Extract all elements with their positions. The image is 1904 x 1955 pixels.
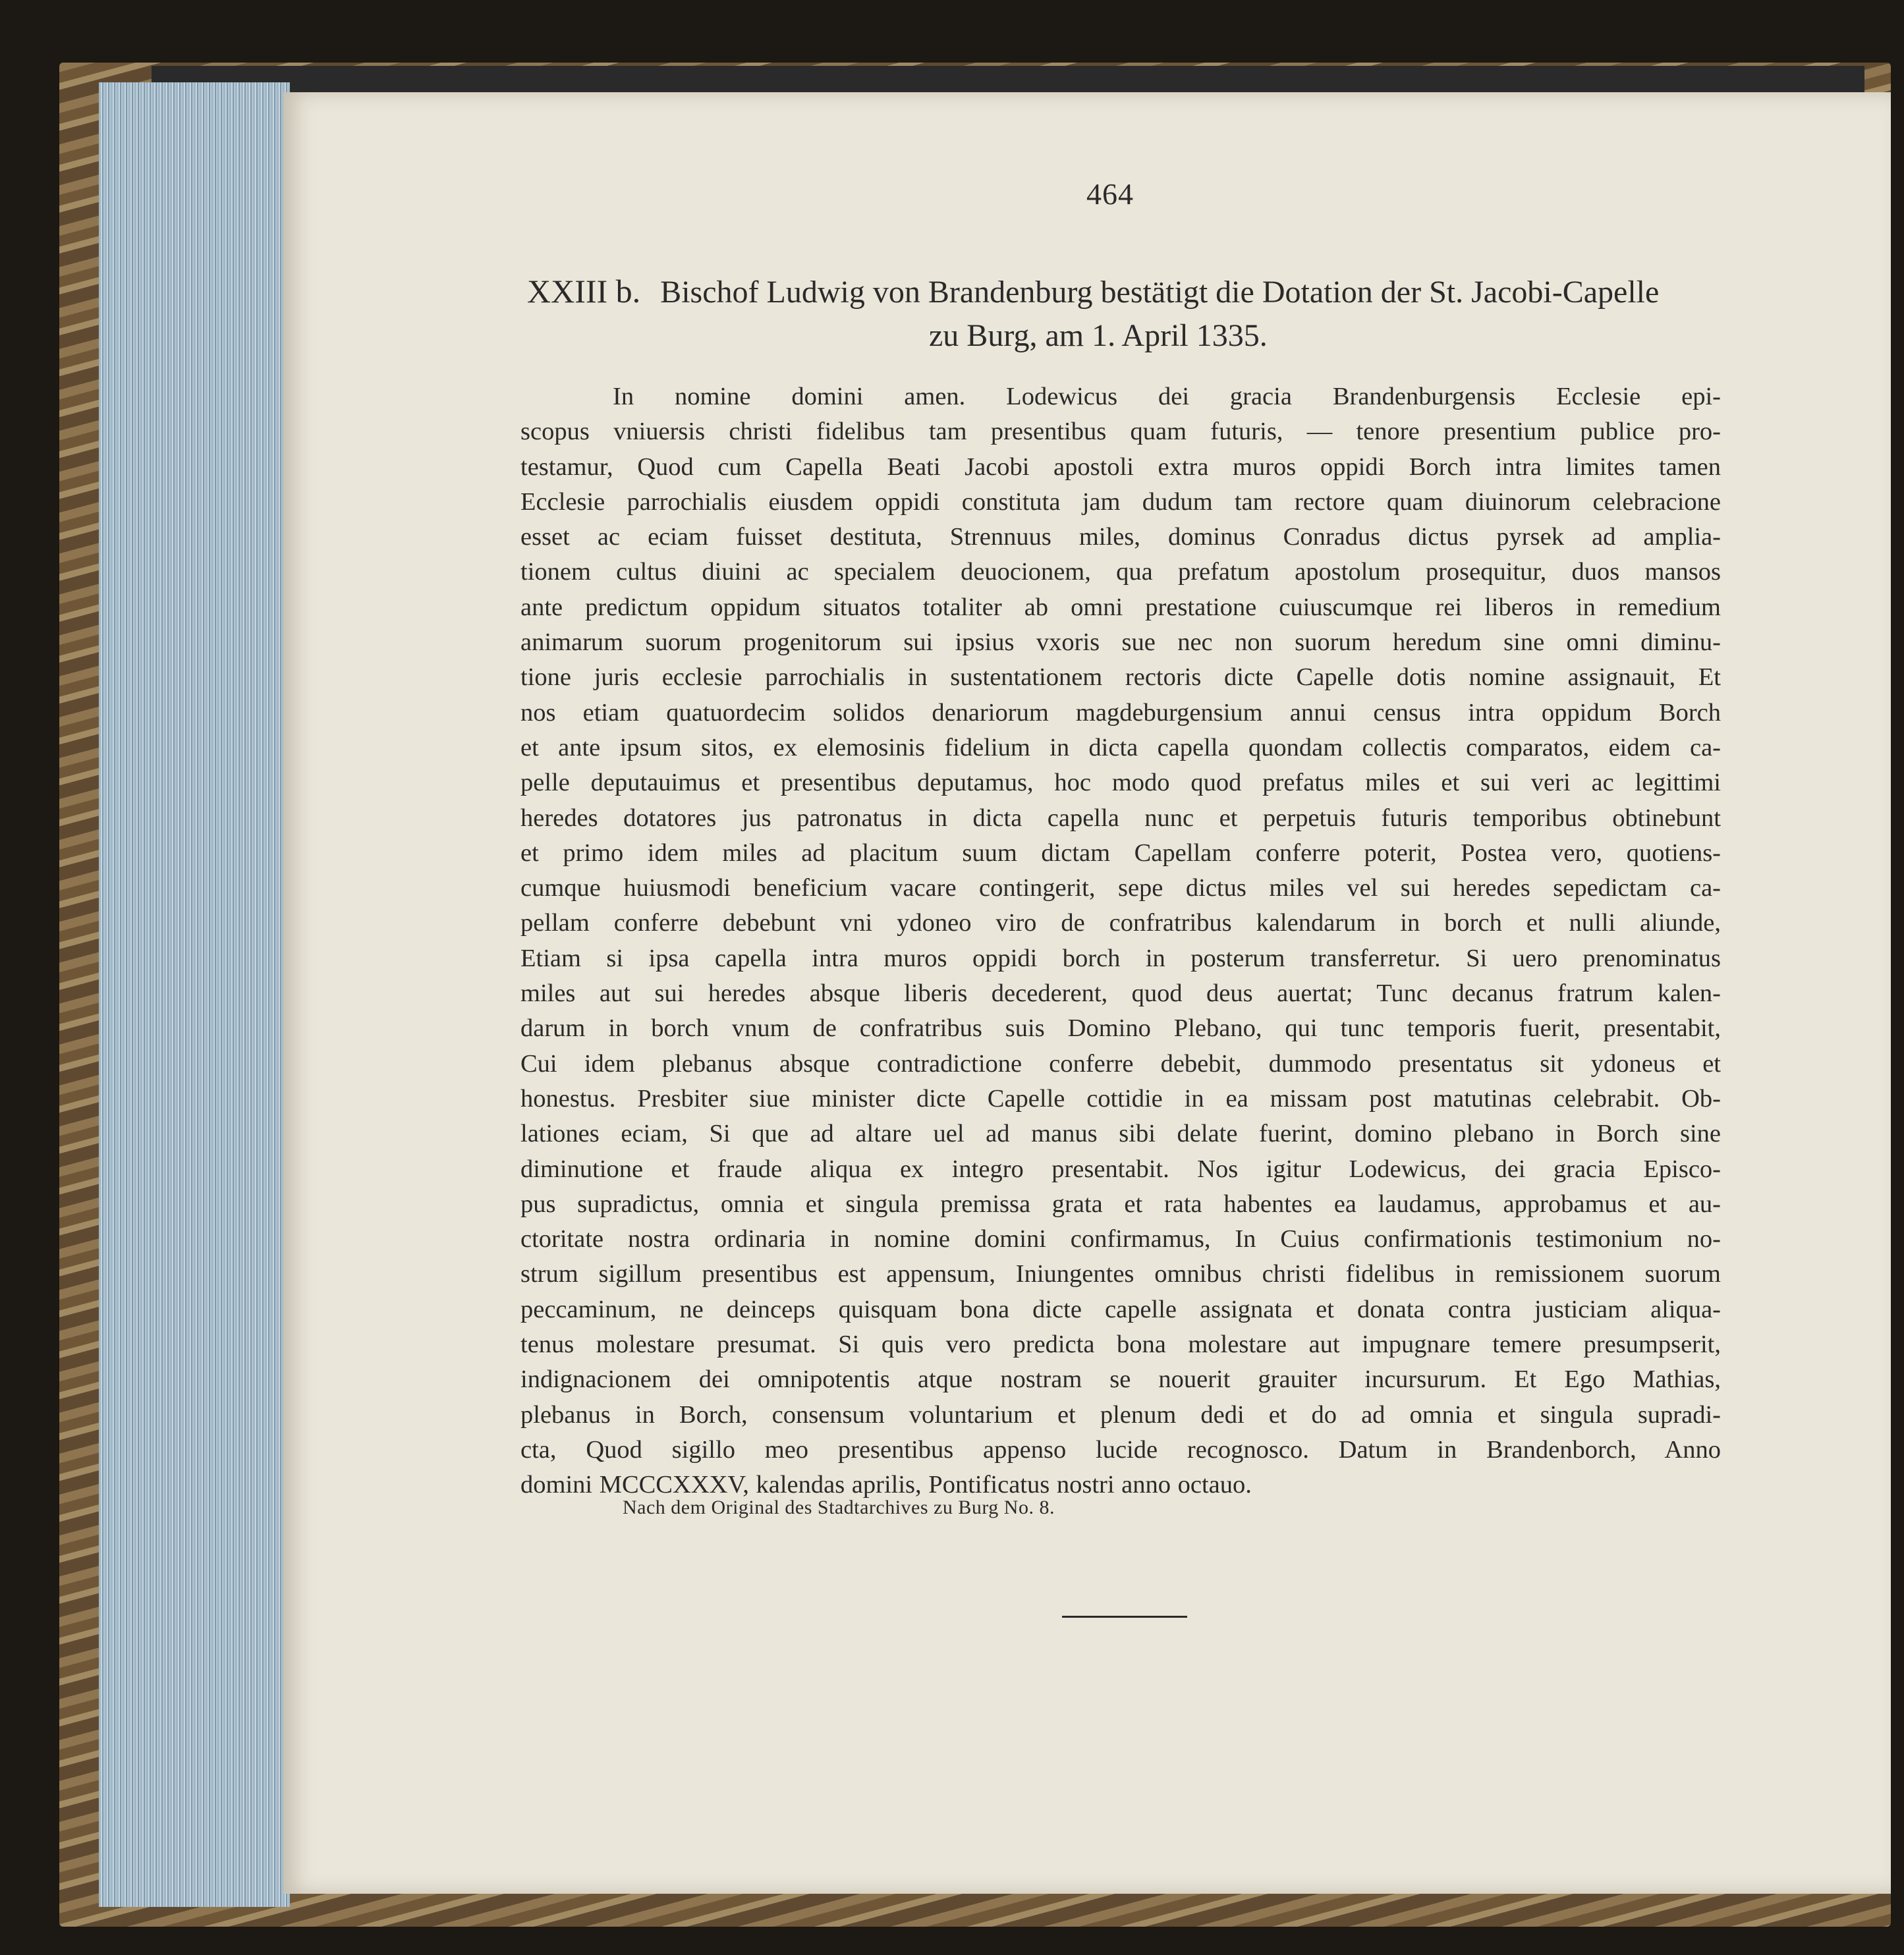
- text-line: miles aut sui heredes absque liberis decederent, quod deus auertat; Tunc decanus fratrum kalen-: [520, 979, 1721, 1008]
- text-line: nos etiam quatuordecim solidos denariorum magdeburgensium annui census intra oppidum Borch: [520, 698, 1721, 727]
- text-line: tionem cultus diuini ac specialem deuocionem, qua prefatum apostolum prosequitur, duos mansos: [520, 558, 1721, 586]
- text-line: Etiam si ipsa capella intra muros oppidi borch in posterum transferretur. Si uero prenominatus: [520, 944, 1721, 972]
- cover-top-edge: [152, 66, 1864, 94]
- text-line: strum sigillum presentibus est appensum, Iniungentes omnibus christi fidelibus in remissionem suorum: [520, 1260, 1721, 1288]
- document-title: [527, 270, 1746, 314]
- text-line: lationes eciam, Si que ad altare uel ad manus sibi delate fuerint, domino plebano in Borch sine: [520, 1120, 1721, 1148]
- text-line: peccaminum, ne deinceps quisquam bona dicte capelle assignata et donata contra justiciam aliqua-: [520, 1295, 1721, 1323]
- text-line: pelle deputauimus et presentibus deputamus, hoc modo quod prefatus miles et sui veri ac legittimi: [520, 769, 1721, 797]
- text-line: esset ac eciam fuisset destituta, Strennuus miles, dominus Conradus dictus pyrsek ad amplia-: [520, 523, 1721, 551]
- end-rule: [1062, 1616, 1187, 1618]
- text-line: Ecclesie parrochialis eiusdem oppidi constituta jam dudum tam rectore quam diuinorum celebracione: [520, 487, 1721, 516]
- page-edges-stack: [99, 82, 290, 1907]
- text-line: pus supradictus, omnia et singula premissa grata et rata habentes ea laudamus, approbamus et au-: [520, 1190, 1721, 1218]
- text-line: tione juris ecclesie parrochialis in sustentationem rectoris dicte Capelle dotis nomine assignauit, Et: [520, 663, 1721, 692]
- title-line-2: zu Burg, am 1. April 1335.: [929, 318, 1268, 353]
- title-line-1: Bischof Ludwig von Brandenburg bestätigt die Dotation der St. Jacobi-Capelle: [660, 275, 1660, 310]
- page-number: 464: [1086, 177, 1134, 211]
- title-number: XXIII b.: [527, 273, 641, 310]
- text-line: honestus. Presbiter siue minister dicte Capelle cottidie in ea missam post matutinas celebrabit. Ob-: [520, 1084, 1721, 1113]
- text-line: cta, Quod sigillo meo presentibus appenso lucide recognosco. Datum in Brandenborch, Anno: [520, 1435, 1721, 1464]
- text-line: domini MCCCXXXV, kalendas aprilis, Pontificatus nostri anno octauo.: [520, 1471, 1252, 1499]
- text-line: ante predictum oppidum situatos totaliter ab omni prestatione cuiuscumque rei liberos in remedium: [520, 593, 1721, 621]
- text-line: scopus vniuersis christi fidelibus tam presentibus quam futuris, — tenore presentium publice pro-: [520, 418, 1721, 446]
- source-note: Nach dem Original des Stadtarchives zu Burg No. 8.: [623, 1497, 1055, 1518]
- text-line: indignacionem dei omnipotentis atque nostram se nouerit grauiter incursurum. Et Ego Mathias,: [520, 1365, 1721, 1394]
- text-line: plebanus in Borch, consensum voluntarium et plenum dedi et do ad omnia et singula supradi-: [520, 1400, 1721, 1429]
- text-line: In nomine domini amen. Lodewicus dei gracia Brandenburgensis Ecclesie epi-: [613, 383, 1721, 410]
- text-line: heredes dotatores jus patronatus in dicta capella nunc et perpetuis futuris temporibus obtinebunt: [520, 804, 1721, 832]
- text-line: testamur, Quod cum Capella Beati Jacobi apostoli extra muros oppidi Borch intra limites tamen: [520, 453, 1721, 481]
- body-text: [520, 379, 1721, 1503]
- text-line: diminutione et fraude aliqua ex integro presentabit. Nos igitur Lodewicus, dei gracia Episco-: [520, 1155, 1721, 1183]
- text-line: et primo idem miles ad placitum suum dictam Capellam conferre poterit, Postea vero, quotiens-: [520, 839, 1721, 867]
- text-line: ctoritate nostra ordinaria in nomine domini confirmamus, In Cuius confirmationis testimonium no-: [520, 1225, 1721, 1253]
- text-line: tenus molestare presumat. Si quis vero predicta bona molestare aut impugnare temere presumpserit,: [520, 1331, 1721, 1359]
- text-line: et ante ipsum sitos, ex elemosinis fidelium in dicta capella quondam collectis comparatos, eidem ca-: [520, 733, 1721, 761]
- text-line: cumque huiusmodi beneficium vacare contingerit, sepe dictus miles vel sui heredes sepedictam ca-: [520, 874, 1721, 902]
- text-line: animarum suorum progenitorum sui ipsius vxoris sue nec non suorum heredum sine omni diminu-: [520, 628, 1721, 657]
- text-line: darum in borch vnum de confratribus suis Domino Plebano, qui tunc temporis fuerit, presentabit,: [520, 1014, 1721, 1043]
- text-line: Cui idem plebanus absque contradictione conferre debebit, dummodo presentatus sit ydoneus et: [520, 1049, 1721, 1078]
- text-line: pellam conferre debebunt vni ydoneo viro de confratribus kalendarum in borch et nulli aliunde,: [520, 909, 1721, 937]
